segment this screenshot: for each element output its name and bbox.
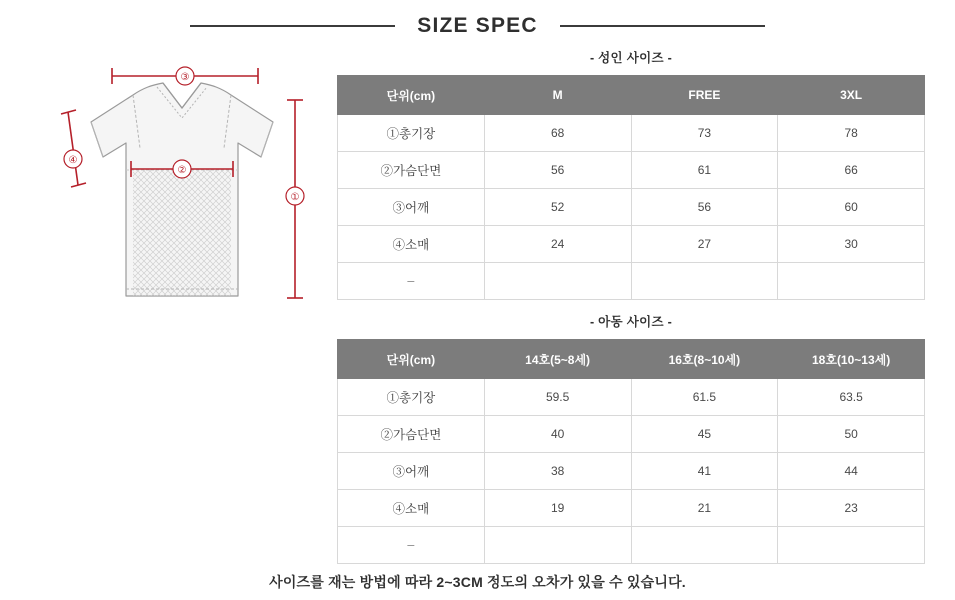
cell-value: 23 [778, 490, 925, 527]
adult-col-m: M [484, 76, 631, 115]
row-label: – [338, 527, 485, 564]
chest-marker-label: ② [177, 165, 187, 176]
row-label: ②가슴단면 [338, 416, 485, 453]
cell-value: 52 [484, 189, 631, 226]
row-label: ①총기장 [338, 115, 485, 152]
table-row [338, 453, 925, 490]
cell-value: 61 [631, 152, 778, 189]
row-label: ①총기장 [338, 379, 485, 416]
cell-value [778, 527, 925, 564]
table-header-row [338, 340, 925, 379]
table-row [338, 152, 925, 189]
cell-value: 66 [778, 152, 925, 189]
measurement-tolerance-note: 사이즈를 재는 방법에 따라 2~3CM 정도의 오차가 있을 수 있습니다. [269, 574, 686, 590]
cell-value: 56 [484, 152, 631, 189]
table-row [338, 527, 925, 564]
kids-size-section [337, 312, 925, 564]
page-header [0, 8, 955, 44]
table-header-row [338, 76, 925, 115]
adult-col-3xl: 3XL [778, 76, 925, 115]
shirt-outline [91, 83, 273, 296]
table-row [338, 490, 925, 527]
cell-value: 19 [484, 490, 631, 527]
cell-value: 73 [631, 115, 778, 152]
cell-value: 78 [778, 115, 925, 152]
kids-col-unit: 단위(cm) [338, 340, 485, 379]
sleeve-marker-label: ④ [68, 155, 78, 166]
cell-value: 27 [631, 226, 778, 263]
cell-value: 44 [778, 453, 925, 490]
cell-value: 56 [631, 189, 778, 226]
page-title: SIZE SPEC [417, 14, 538, 37]
row-label: ②가슴단면 [338, 152, 485, 189]
kids-col-18: 18호(10~13세) [778, 340, 925, 379]
table-row [338, 263, 925, 300]
table-row [338, 226, 925, 263]
table-row [338, 189, 925, 226]
row-label: ③어깨 [338, 189, 485, 226]
adult-size-table [337, 75, 925, 300]
kids-col-16: 16호(8~10세) [631, 340, 778, 379]
cell-value: 61.5 [631, 379, 778, 416]
sleeve-measure-line [61, 110, 86, 187]
cell-value: 24 [484, 226, 631, 263]
adult-size-caption: - 성인 사이즈 - [589, 51, 673, 65]
cell-value: 30 [778, 226, 925, 263]
cell-value: 60 [778, 189, 925, 226]
header-rule-right [560, 25, 765, 27]
row-label: – [338, 263, 485, 300]
t-shirt-measurement-diagram [30, 60, 330, 330]
table-row [338, 379, 925, 416]
cell-value [631, 263, 778, 300]
kids-size-caption: - 아동 사이즈 - [589, 315, 673, 329]
adult-col-unit: 단위(cm) [338, 76, 485, 115]
shoulder-marker-label: ③ [180, 72, 190, 83]
cell-value: 63.5 [778, 379, 925, 416]
row-label: ④소매 [338, 490, 485, 527]
cell-value: 21 [631, 490, 778, 527]
cell-value: 41 [631, 453, 778, 490]
cell-value [631, 527, 778, 564]
cell-value: 68 [484, 115, 631, 152]
table-row [338, 115, 925, 152]
cell-value: 40 [484, 416, 631, 453]
row-label: ④소매 [338, 226, 485, 263]
kids-size-table [337, 339, 925, 564]
adult-size-section [337, 48, 925, 300]
cell-value: 50 [778, 416, 925, 453]
cell-value [484, 527, 631, 564]
length-marker-label: ① [290, 192, 300, 203]
cell-value: 45 [631, 416, 778, 453]
header-rule-left [190, 25, 395, 27]
cell-value: 38 [484, 453, 631, 490]
row-label: ③어깨 [338, 453, 485, 490]
adult-col-free: FREE [631, 76, 778, 115]
cell-value [778, 263, 925, 300]
table-row [338, 416, 925, 453]
cell-value: 59.5 [484, 379, 631, 416]
kids-col-14: 14호(5~8세) [484, 340, 631, 379]
cell-value [484, 263, 631, 300]
